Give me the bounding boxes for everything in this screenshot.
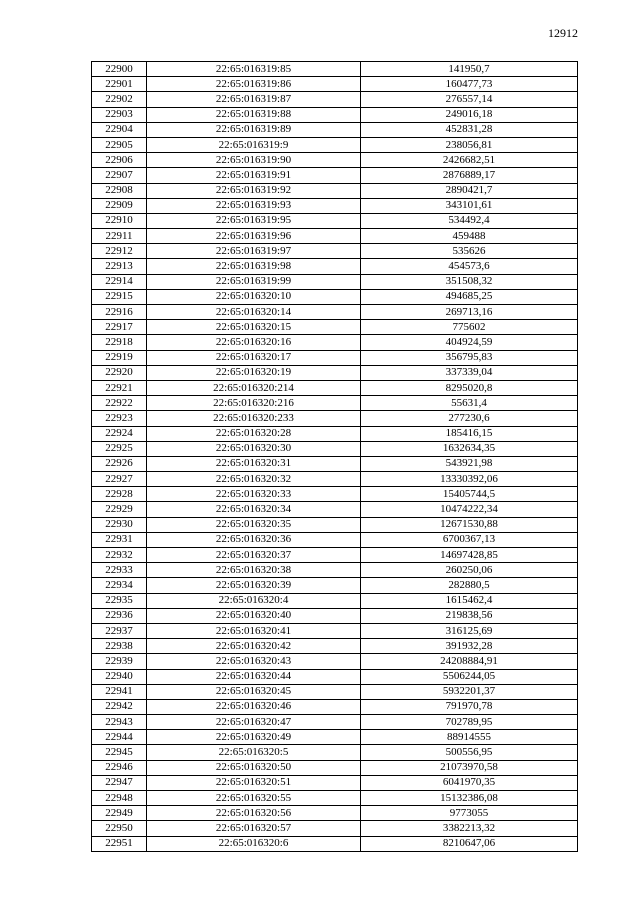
cadastral-number-cell: 22:65:016320:216 <box>147 396 361 411</box>
table-row <box>92 411 578 426</box>
row-number-cell: 22911 <box>92 229 147 244</box>
table-row <box>92 578 578 593</box>
row-number-cell: 22924 <box>92 426 147 441</box>
cadastral-value-cell: 343101,61 <box>361 198 578 213</box>
cadastral-value-cell: 452831,28 <box>361 122 578 137</box>
row-number-cell: 22951 <box>92 836 147 851</box>
cadastral-number-cell: 22:65:016320:43 <box>147 654 361 669</box>
cadastral-value-cell: 791970,78 <box>361 699 578 714</box>
row-number-cell: 22907 <box>92 168 147 183</box>
row-number-cell: 22906 <box>92 153 147 168</box>
row-number-cell: 22925 <box>92 441 147 456</box>
cadastral-value-cell: 282880,5 <box>361 578 578 593</box>
row-number-cell: 22930 <box>92 517 147 532</box>
cadastral-value-cell: 15405744,5 <box>361 487 578 502</box>
cadastral-value-cell: 185416,15 <box>361 426 578 441</box>
cadastral-number-cell: 22:65:016320:14 <box>147 305 361 320</box>
row-number-cell: 22937 <box>92 623 147 638</box>
table-row <box>92 699 578 714</box>
table-row <box>92 183 578 198</box>
page-number: 12912 <box>548 26 578 40</box>
table-row <box>92 305 578 320</box>
cadastral-number-cell: 22:65:016320:45 <box>147 684 361 699</box>
table-row <box>92 806 578 821</box>
cadastral-number-cell: 22:65:016320:55 <box>147 791 361 806</box>
table-row <box>92 456 578 471</box>
cadastral-number-cell: 22:65:016320:214 <box>147 380 361 395</box>
cadastral-number-cell: 22:65:016320:47 <box>147 715 361 730</box>
row-number-cell: 22944 <box>92 730 147 745</box>
row-number-cell: 22931 <box>92 532 147 547</box>
cadastral-value-cell: 5932201,37 <box>361 684 578 699</box>
cadastral-value-cell: 238056,81 <box>361 137 578 152</box>
table-row <box>92 593 578 608</box>
cadastral-value-cell: 269713,16 <box>361 305 578 320</box>
cadastral-value-cell: 459488 <box>361 229 578 244</box>
table-row <box>92 502 578 517</box>
cadastral-number-cell: 22:65:016320:42 <box>147 639 361 654</box>
table-row <box>92 320 578 335</box>
table-row <box>92 153 578 168</box>
table-row <box>92 730 578 745</box>
cadastral-value-cell: 1615462,4 <box>361 593 578 608</box>
table-row <box>92 365 578 380</box>
table-row <box>92 608 578 623</box>
row-number-cell: 22950 <box>92 821 147 836</box>
table-row <box>92 168 578 183</box>
cadastral-number-cell: 22:65:016320:4 <box>147 593 361 608</box>
cadastral-value-cell: 775602 <box>361 320 578 335</box>
table-row <box>92 259 578 274</box>
cadastral-value-cell: 2876889,17 <box>361 168 578 183</box>
table-row <box>92 137 578 152</box>
table-row <box>92 350 578 365</box>
cadastral-number-cell: 22:65:016320:51 <box>147 775 361 790</box>
cadastral-number-cell: 22:65:016319:92 <box>147 183 361 198</box>
row-number-cell: 22904 <box>92 122 147 137</box>
cadastral-value-cell: 337339,04 <box>361 365 578 380</box>
cadastral-number-cell: 22:65:016320:46 <box>147 699 361 714</box>
table-row <box>92 472 578 487</box>
cadastral-number-cell: 22:65:016320:57 <box>147 821 361 836</box>
table-row <box>92 654 578 669</box>
cadastral-value-cell: 13330392,06 <box>361 472 578 487</box>
cadastral-number-cell: 22:65:016319:85 <box>147 62 361 77</box>
table-row <box>92 745 578 760</box>
cadastral-number-cell: 22:65:016319:88 <box>147 107 361 122</box>
cadastral-value-cell: 12671530,88 <box>361 517 578 532</box>
cadastral-number-cell: 22:65:016320:39 <box>147 578 361 593</box>
row-number-cell: 22909 <box>92 198 147 213</box>
row-number-cell: 22908 <box>92 183 147 198</box>
cadastral-value-cell: 8210647,06 <box>361 836 578 851</box>
cadastral-number-cell: 22:65:016320:19 <box>147 365 361 380</box>
cadastral-value-cell: 249016,18 <box>361 107 578 122</box>
cadastral-number-cell: 22:65:016320:30 <box>147 441 361 456</box>
cadastral-number-cell: 22:65:016319:89 <box>147 122 361 137</box>
cadastral-value-cell: 5506244,05 <box>361 669 578 684</box>
row-number-cell: 22917 <box>92 320 147 335</box>
row-number-cell: 22900 <box>92 62 147 77</box>
cadastral-number-cell: 22:65:016320:49 <box>147 730 361 745</box>
cadastral-value-cell: 2890421,7 <box>361 183 578 198</box>
row-number-cell: 22913 <box>92 259 147 274</box>
table-row <box>92 107 578 122</box>
row-number-cell: 22910 <box>92 213 147 228</box>
row-number-cell: 22939 <box>92 654 147 669</box>
table-row <box>92 244 578 259</box>
table-row <box>92 77 578 92</box>
cadastral-number-cell: 22:65:016319:9 <box>147 137 361 152</box>
table-row <box>92 715 578 730</box>
cadastral-value-cell: 260250,06 <box>361 563 578 578</box>
cadastral-value-cell: 534492,4 <box>361 213 578 228</box>
cadastral-value-cell: 494685,25 <box>361 289 578 304</box>
table-row <box>92 669 578 684</box>
cadastral-number-cell: 22:65:016320:10 <box>147 289 361 304</box>
cadastral-value-cell: 160477,73 <box>361 77 578 92</box>
table-row <box>92 92 578 107</box>
cadastral-number-cell: 22:65:016320:44 <box>147 669 361 684</box>
cadastral-value-cell: 500556,95 <box>361 745 578 760</box>
row-number-cell: 22914 <box>92 274 147 289</box>
cadastral-number-cell: 22:65:016320:5 <box>147 745 361 760</box>
row-number-cell: 22941 <box>92 684 147 699</box>
cadastral-number-cell: 22:65:016319:96 <box>147 229 361 244</box>
row-number-cell: 22920 <box>92 365 147 380</box>
cadastral-value-cell: 6041970,35 <box>361 775 578 790</box>
table-row <box>92 122 578 137</box>
row-number-cell: 22949 <box>92 806 147 821</box>
row-number-cell: 22916 <box>92 305 147 320</box>
cadastral-number-cell: 22:65:016320:28 <box>147 426 361 441</box>
cadastral-value-cell: 88914555 <box>361 730 578 745</box>
row-number-cell: 22923 <box>92 411 147 426</box>
cadastral-value-cell: 404924,59 <box>361 335 578 350</box>
cadastral-number-cell: 22:65:016319:90 <box>147 153 361 168</box>
table-row <box>92 198 578 213</box>
cadastral-number-cell: 22:65:016320:34 <box>147 502 361 517</box>
table-row <box>92 380 578 395</box>
cadastral-value-table <box>91 61 578 852</box>
cadastral-value-cell: 356795,83 <box>361 350 578 365</box>
cadastral-value-cell: 316125,69 <box>361 623 578 638</box>
cadastral-number-cell: 22:65:016320:41 <box>147 623 361 638</box>
cadastral-number-cell: 22:65:016319:95 <box>147 213 361 228</box>
row-number-cell: 22932 <box>92 548 147 563</box>
row-number-cell: 22912 <box>92 244 147 259</box>
cadastral-number-cell: 22:65:016320:17 <box>147 350 361 365</box>
cadastral-value-cell: 3382213,32 <box>361 821 578 836</box>
row-number-cell: 22943 <box>92 715 147 730</box>
cadastral-number-cell: 22:65:016320:40 <box>147 608 361 623</box>
table-row <box>92 335 578 350</box>
cadastral-number-cell: 22:65:016320:33 <box>147 487 361 502</box>
cadastral-value-cell: 9773055 <box>361 806 578 821</box>
cadastral-number-cell: 22:65:016319:86 <box>147 77 361 92</box>
cadastral-value-cell: 21073970,58 <box>361 760 578 775</box>
row-number-cell: 22945 <box>92 745 147 760</box>
row-number-cell: 22940 <box>92 669 147 684</box>
cadastral-value-cell: 15132386,08 <box>361 791 578 806</box>
row-number-cell: 22902 <box>92 92 147 107</box>
table-row <box>92 441 578 456</box>
table-row <box>92 760 578 775</box>
table-row <box>92 775 578 790</box>
table-row <box>92 274 578 289</box>
cadastral-value-cell: 14697428,85 <box>361 548 578 563</box>
table-row <box>92 229 578 244</box>
row-number-cell: 22926 <box>92 456 147 471</box>
cadastral-number-cell: 22:65:016320:16 <box>147 335 361 350</box>
table-row <box>92 517 578 532</box>
row-number-cell: 22933 <box>92 563 147 578</box>
row-number-cell: 22942 <box>92 699 147 714</box>
row-number-cell: 22934 <box>92 578 147 593</box>
table-row <box>92 396 578 411</box>
cadastral-value-cell: 276557,14 <box>361 92 578 107</box>
cadastral-value-cell: 543921,98 <box>361 456 578 471</box>
row-number-cell: 22919 <box>92 350 147 365</box>
row-number-cell: 22903 <box>92 107 147 122</box>
cadastral-value-cell: 8295020,8 <box>361 380 578 395</box>
row-number-cell: 22921 <box>92 380 147 395</box>
row-number-cell: 22928 <box>92 487 147 502</box>
cadastral-number-cell: 22:65:016320:31 <box>147 456 361 471</box>
cadastral-number-cell: 22:65:016320:50 <box>147 760 361 775</box>
cadastral-number-cell: 22:65:016320:233 <box>147 411 361 426</box>
row-number-cell: 22927 <box>92 472 147 487</box>
cadastral-value-cell: 55631,4 <box>361 396 578 411</box>
row-number-cell: 22922 <box>92 396 147 411</box>
table-row <box>92 563 578 578</box>
table-row <box>92 623 578 638</box>
row-number-cell: 22947 <box>92 775 147 790</box>
cadastral-value-cell: 219838,56 <box>361 608 578 623</box>
cadastral-number-cell: 22:65:016319:91 <box>147 168 361 183</box>
row-number-cell: 22918 <box>92 335 147 350</box>
cadastral-value-cell: 702789,95 <box>361 715 578 730</box>
cadastral-value-cell: 535626 <box>361 244 578 259</box>
row-number-cell: 22948 <box>92 791 147 806</box>
table-row <box>92 532 578 547</box>
cadastral-number-cell: 22:65:016319:87 <box>147 92 361 107</box>
cadastral-value-cell: 10474222,34 <box>361 502 578 517</box>
row-number-cell: 22915 <box>92 289 147 304</box>
cadastral-number-cell: 22:65:016320:35 <box>147 517 361 532</box>
table-row <box>92 836 578 851</box>
table-row <box>92 791 578 806</box>
table-row <box>92 62 578 77</box>
cadastral-number-cell: 22:65:016319:98 <box>147 259 361 274</box>
table-row <box>92 213 578 228</box>
cadastral-number-cell: 22:65:016319:93 <box>147 198 361 213</box>
row-number-cell: 22901 <box>92 77 147 92</box>
table-body <box>92 62 578 852</box>
row-number-cell: 22935 <box>92 593 147 608</box>
cadastral-value-cell: 391932,28 <box>361 639 578 654</box>
cadastral-value-cell: 2426682,51 <box>361 153 578 168</box>
cadastral-number-cell: 22:65:016320:6 <box>147 836 361 851</box>
cadastral-value-cell: 24208884,91 <box>361 654 578 669</box>
cadastral-number-cell: 22:65:016320:37 <box>147 548 361 563</box>
table-row <box>92 487 578 502</box>
cadastral-value-cell: 141950,7 <box>361 62 578 77</box>
cadastral-number-cell: 22:65:016320:32 <box>147 472 361 487</box>
table-row <box>92 684 578 699</box>
cadastral-number-cell: 22:65:016319:99 <box>147 274 361 289</box>
cadastral-value-cell: 454573,6 <box>361 259 578 274</box>
cadastral-number-cell: 22:65:016320:15 <box>147 320 361 335</box>
cadastral-number-cell: 22:65:016320:56 <box>147 806 361 821</box>
cadastral-number-cell: 22:65:016320:38 <box>147 563 361 578</box>
table-row <box>92 289 578 304</box>
table-row <box>92 426 578 441</box>
row-number-cell: 22938 <box>92 639 147 654</box>
cadastral-value-cell: 6700367,13 <box>361 532 578 547</box>
row-number-cell: 22905 <box>92 137 147 152</box>
row-number-cell: 22929 <box>92 502 147 517</box>
row-number-cell: 22936 <box>92 608 147 623</box>
cadastral-number-cell: 22:65:016320:36 <box>147 532 361 547</box>
cadastral-value-cell: 277230,6 <box>361 411 578 426</box>
cadastral-value-cell: 351508,32 <box>361 274 578 289</box>
table-row <box>92 639 578 654</box>
table-row <box>92 821 578 836</box>
row-number-cell: 22946 <box>92 760 147 775</box>
table-row <box>92 548 578 563</box>
cadastral-value-cell: 1632634,35 <box>361 441 578 456</box>
cadastral-number-cell: 22:65:016319:97 <box>147 244 361 259</box>
